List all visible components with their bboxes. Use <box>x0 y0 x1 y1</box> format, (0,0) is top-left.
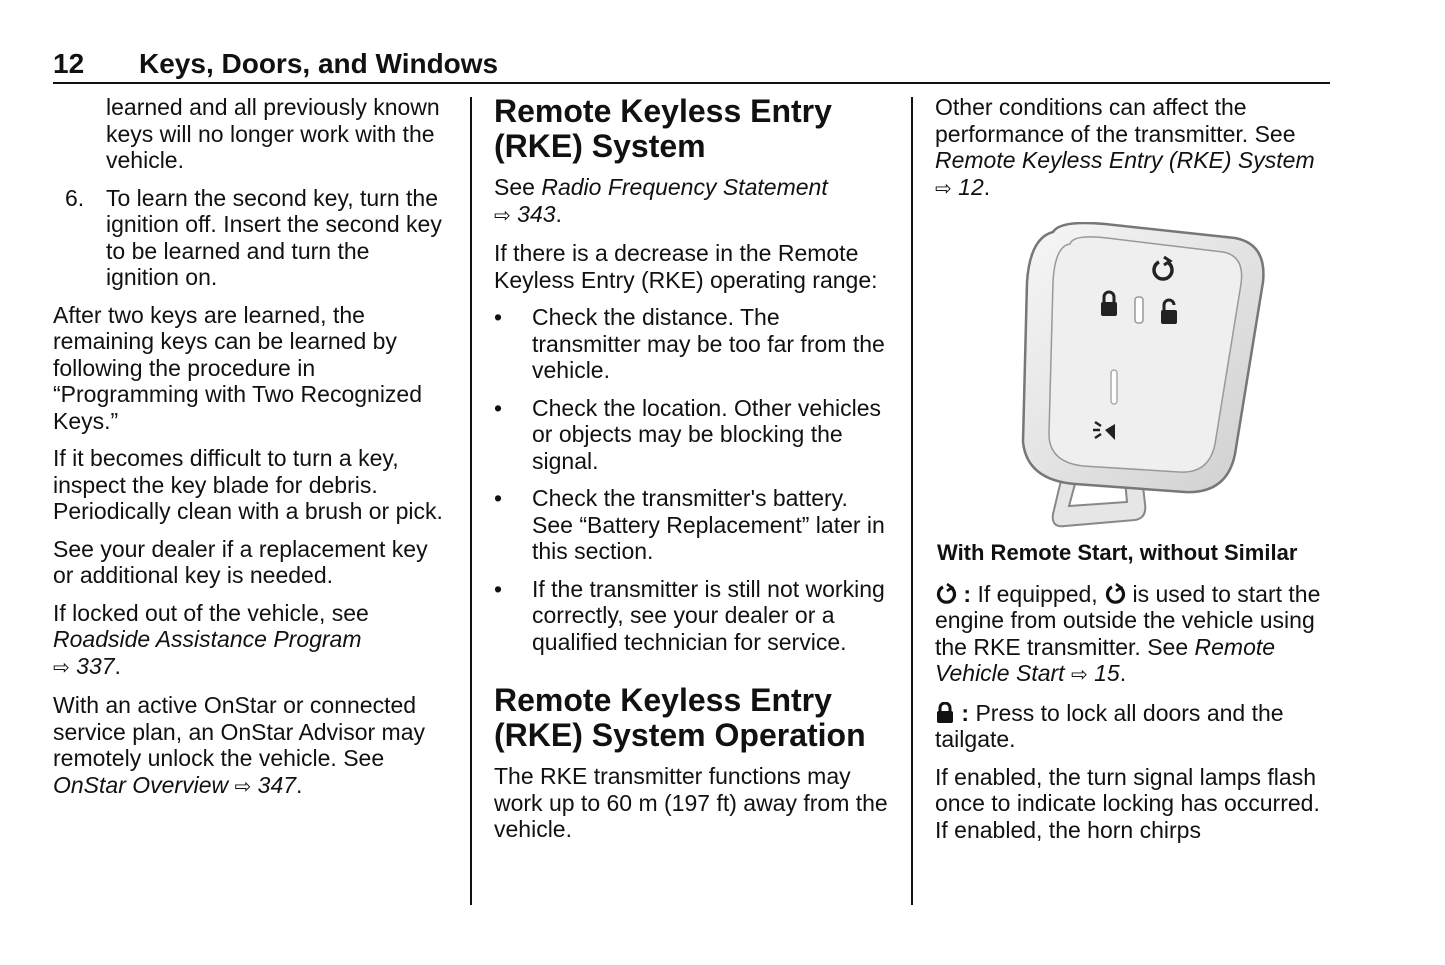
lock-icon <box>935 702 955 724</box>
column-divider <box>911 97 913 905</box>
paragraph-range: The RKE transmitter functions may work up to 60 m (197 ft) away from the vehicle. <box>494 763 888 842</box>
remote-vehicle-start-link[interactable]: Remote Vehicle Start <box>935 633 1276 686</box>
bullet-item: • Check the location. Other vehicles or objects may be blocking the signal. <box>494 394 882 474</box>
paragraph-lock: : Press to lock all doors and the tailgate. <box>935 699 1284 752</box>
page-header <box>53 46 1330 84</box>
step-number: 6. <box>65 184 85 211</box>
page-ref-arrow-icon: ⇨ <box>234 775 252 798</box>
paragraph-replacement-key: See your dealer if a replacement key or additional key is needed. <box>53 535 428 588</box>
key-fob-illustration <box>935 222 1335 532</box>
bullet-icon: • <box>494 575 503 602</box>
paragraph-decrease-range: If there is a decrease in the Remote Keyless Entry (RKE) operating range: <box>494 240 878 293</box>
bullet-icon: • <box>494 394 503 421</box>
page-ref-arrow-icon: ⇨ <box>1070 664 1088 686</box>
bullet-item: • Check the transmitter's battery. See “Battery Replacement” later in this section. <box>494 485 885 564</box>
page-ref-arrow-icon: ⇨ <box>53 656 70 679</box>
numbered-step-6 <box>53 185 448 291</box>
remote-start-icon <box>1104 583 1126 605</box>
paragraph-other-conditions: Other conditions can affect the performance of the transmitter. See Remote Keyless Entry (RKE) System ⇨ 12. <box>935 94 1315 200</box>
bullet-icon: • <box>494 485 503 511</box>
page-ref[interactable]: 15 <box>1094 660 1120 686</box>
radio-frequency-link[interactable]: Radio Frequency Statement <box>541 174 828 200</box>
roadside-assistance-link[interactable]: Roadside Assistance Program <box>53 626 362 652</box>
rke-system-link[interactable]: Remote Keyless Entry (RKE) System <box>935 147 1315 173</box>
paragraph-locked-out: If locked out of the vehicle, see Roadside Assistance Program ⇨ 337. <box>53 599 369 679</box>
onstar-overview-link[interactable]: OnStar Overview <box>53 771 229 798</box>
paragraph-if-enabled: If enabled, the turn signal lamps flash once to indicate locking has occurred. If enabled, the horn chirps <box>935 763 1320 843</box>
paragraph-key-debris: If it becomes difficult to turn a key, inspect the key blade for debris. Periodically clean with a brush or pick. <box>53 445 443 524</box>
page-ref[interactable]: 337 <box>76 652 115 679</box>
bullet-item: • If the transmitter is still not working correctly, see your dealer or a qualified technician for service. <box>494 575 885 655</box>
page-ref[interactable]: 347 <box>257 771 297 798</box>
heading-rke-operation: Remote Keyless Entry (RKE) System Operation <box>494 682 866 753</box>
bullet-icon: • <box>494 304 503 330</box>
page-ref[interactable]: 12 <box>958 173 984 200</box>
section-title: Keys, Doors, and Windows <box>139 48 499 79</box>
page-ref-arrow-icon: ⇨ <box>935 177 952 200</box>
page-number: 12 <box>53 48 85 79</box>
bullet-item: • Check the distance. The transmitter may be too far from the vehicle. <box>494 304 885 383</box>
paragraph-two-keys: After two keys are learned, the remaining keys can be learned by following the procedure in “Programming with Two Recognized Keys.” <box>53 301 423 434</box>
paragraph-onstar: With an active OnStar or connected service plan, an OnStar Advisor may remotely unlock the vehicle. See OnStar Overview ⇨ 347. <box>53 692 425 798</box>
key-fob-image <box>935 222 1335 532</box>
remote-start-icon <box>935 583 957 605</box>
column-right <box>935 94 1335 854</box>
heading-rke-system: Remote Keyless Entry (RKE) System <box>494 93 832 164</box>
figure-caption: With Remote Start, without Similar <box>937 540 1298 565</box>
column-divider <box>470 97 472 905</box>
continued-paragraph: learned and all previously known keys will no longer work with the vehicle. <box>106 94 440 173</box>
column-left <box>53 94 448 811</box>
column-middle <box>494 94 894 854</box>
paragraph-remote-start: : If equipped, is used to start the engine from outside the vehicle using the RKE transmitter. See Remote Vehicle Start ⇨ 15. <box>935 580 1321 686</box>
step-text: To learn the second key, turn the ignition off. Insert the second key to be learned and turn the ignition on. <box>106 184 442 290</box>
page-ref[interactable]: 343 <box>517 200 556 227</box>
page-ref-arrow-icon: ⇨ <box>494 204 511 227</box>
paragraph-see-radio: See Radio Frequency Statement ⇨ 343. <box>494 174 828 227</box>
